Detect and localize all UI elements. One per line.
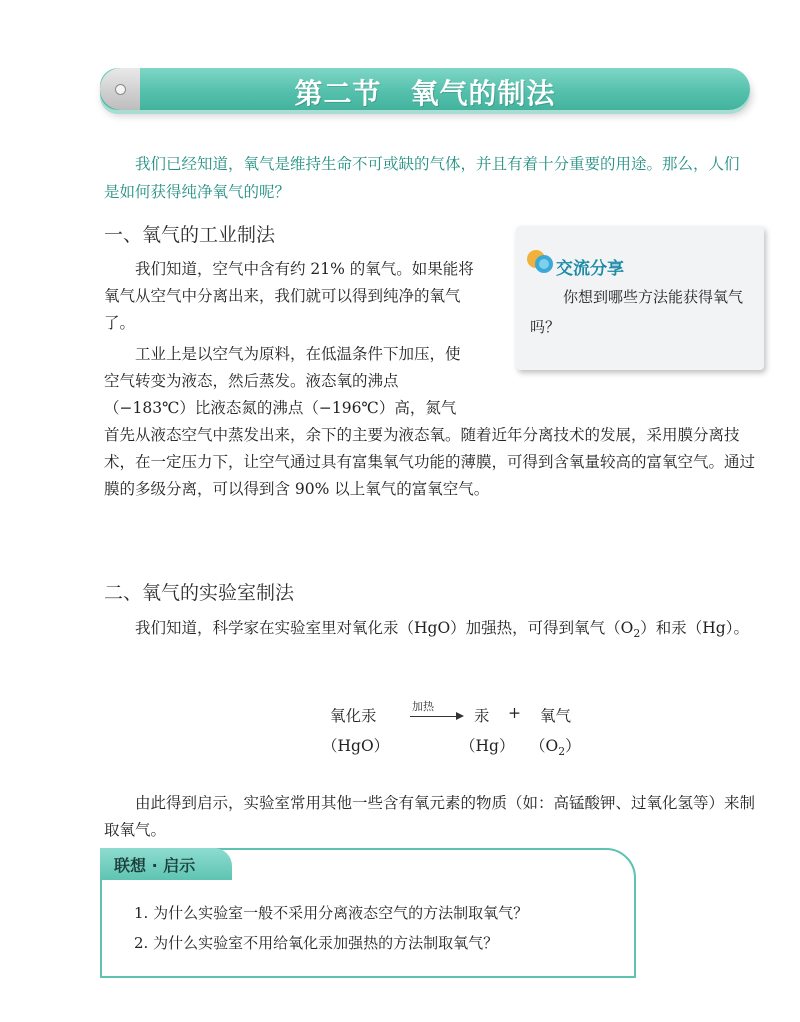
section2-p1-part-a: 我们知道，科学家在实验室里对氧化汞（HgO）加强热，可得到氧气（O (135, 619, 634, 637)
association-box (100, 848, 636, 978)
o2-formula-sub: 2 (558, 745, 566, 759)
equation-product-1-formula: （Hg） (460, 737, 515, 755)
equation-reactant: 氧化汞 (330, 707, 377, 725)
association-question-list (134, 898, 528, 958)
discussion-box (516, 226, 764, 370)
section1-paragraph-2: 工业上是以空气为原料，在低温条件下加压，使空气转变为液态，然后蒸发。液态氧的沸点（−183℃）比液态氮的沸点（−196℃）高，氮气首先从液态空气中蒸发出来，余下的主要为液态氧。随着近年分离技术的发展，采用膜分离技术，在一定压力下，让空气通过具有富集氧气功能的薄膜，可得到含氧量较高的富氧空气。通过膜的多级分离，可以得到含 90% 以上氧气的富氧空气。 (104, 345, 756, 498)
chapter-title-banner (100, 68, 750, 110)
equation-arrow-icon (410, 716, 458, 717)
page-title: 第二节 氧气的制法 (294, 77, 556, 110)
discussion-title: 交流分享 (556, 259, 624, 279)
list-item: 2. 为什么实验室不用给氧化汞加强热的方法制取氧气？ (134, 934, 499, 952)
chat-bubble-icon (524, 248, 556, 276)
discussion-text: 你想到哪些方法能获得氧气吗？ (530, 288, 744, 336)
equation-product-2-formula (530, 734, 581, 758)
equation-plus: + (508, 704, 521, 722)
equation-reactant-formula: （HgO） (322, 737, 390, 755)
intro-paragraph: 我们已经知道，氧气是维持生命不可或缺的气体，并且有着十分重要的用途。那么，人们是如何获得纯净氧气的呢？ (104, 155, 740, 201)
section-heading-industrial: 一、氧气的工业制法 (104, 224, 276, 246)
section1-paragraph-1: 我们知道，空气中含有约 21% 的氧气。如果能将氧气从空气中分离出来，我们就可以得到纯净的氧气了。 (104, 260, 474, 332)
association-tab (100, 848, 232, 880)
o2-subscript: 2 (633, 627, 641, 641)
section1-text-column (104, 256, 474, 337)
equation-product-1: 汞 (474, 707, 490, 725)
list-item: 1. 为什么实验室一般不采用分离液态空气的方法制取氧气？ (134, 904, 529, 922)
section2-paragraph-2 (104, 790, 764, 844)
equation-condition: 加热 (412, 700, 434, 713)
equation-arrow-head-icon (456, 712, 464, 720)
o2-formula-a: （O (530, 737, 559, 755)
section2-p1-part-b: ）和汞（Hg）。 (640, 619, 749, 637)
section2-p2-text: 由此得到启示，实验室常用其他一些含有氧元素的物质（如：高锰酸钾、过氧化氢等）来制取氧气。 (104, 794, 756, 839)
section-heading-laboratory: 二、氧气的实验室制法 (104, 582, 295, 604)
association-label: 联想 · 启示 (114, 856, 196, 875)
section2-paragraph-1 (104, 615, 764, 647)
o2-formula-b: ） (565, 737, 581, 755)
equation-product-2: 氧气 (540, 707, 572, 725)
